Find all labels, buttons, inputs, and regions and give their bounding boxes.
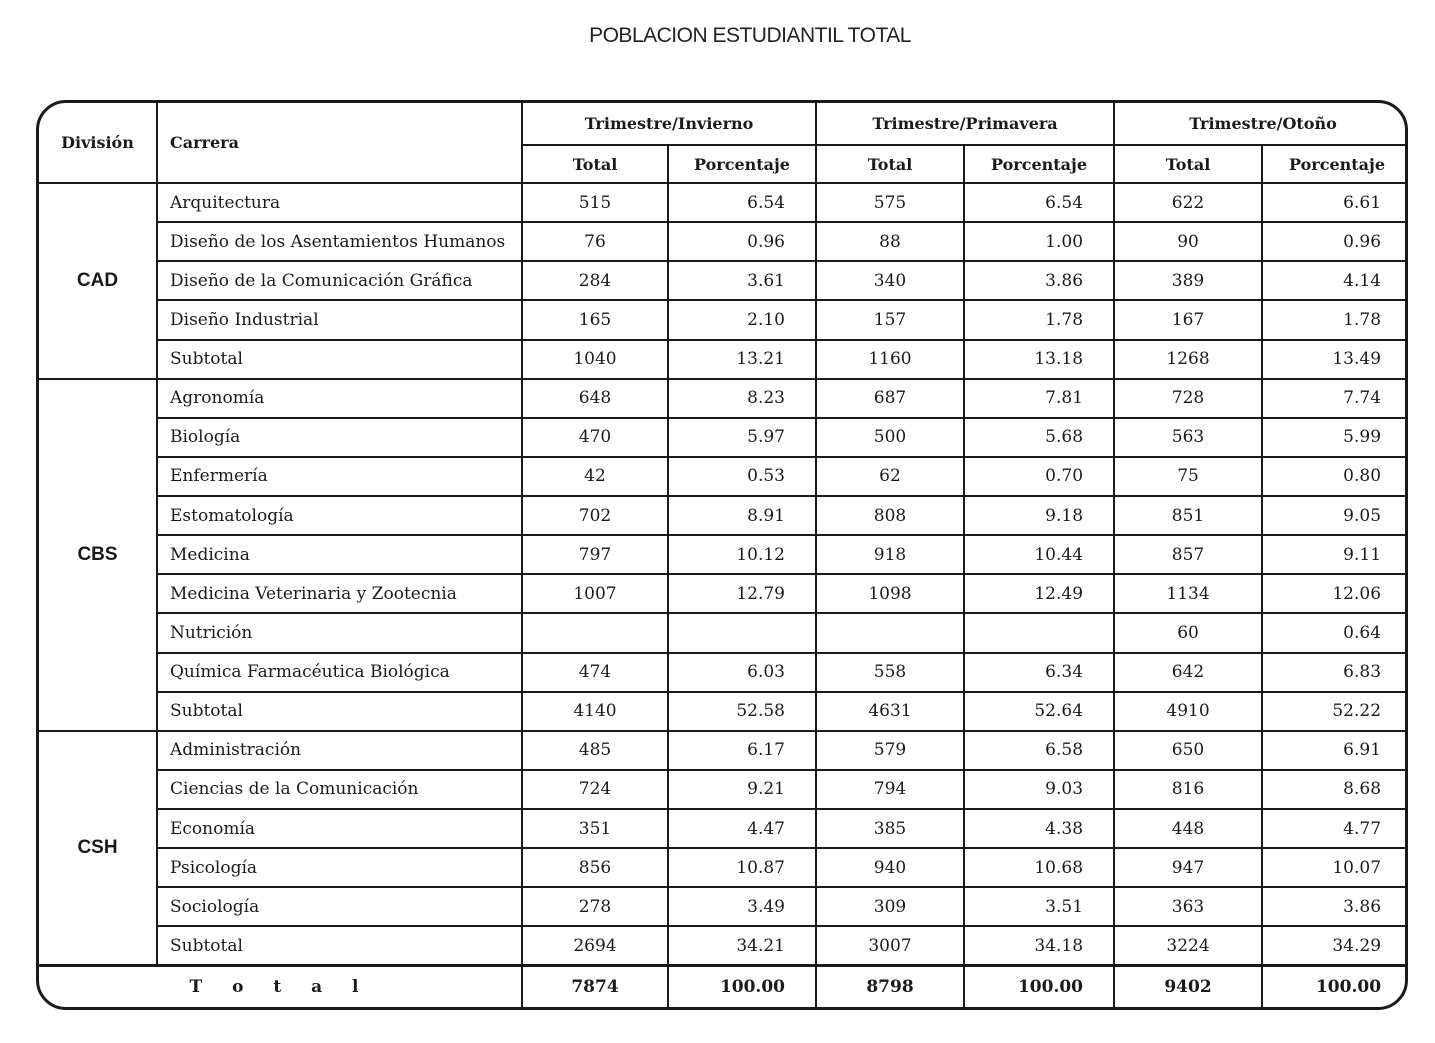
- percent-cell: 3.61: [668, 261, 816, 300]
- total-cell: 728: [1114, 379, 1262, 418]
- total-cell: 808: [816, 496, 964, 535]
- total-cell: 851: [1114, 496, 1262, 535]
- total-cell: 856: [522, 848, 668, 887]
- division-cell: CBS: [39, 379, 157, 731]
- percent-cell: 3.51: [964, 887, 1114, 926]
- total-cell: 579: [816, 731, 964, 770]
- population-table: [39, 103, 1408, 1007]
- table-row: [39, 770, 1408, 809]
- population-table-frame: [36, 100, 1408, 1010]
- total-cell: 563: [1114, 418, 1262, 457]
- total-cell: 4910: [1114, 692, 1262, 731]
- percent-cell: 3.49: [668, 887, 816, 926]
- carrera-cell: Sociología: [157, 887, 522, 926]
- total-cell: 1098: [816, 574, 964, 613]
- total-cell: 3224: [1114, 926, 1262, 965]
- percent-cell: 3.86: [964, 261, 1114, 300]
- percent-cell: 10.87: [668, 848, 816, 887]
- total-cell: 90: [1114, 222, 1262, 261]
- percent-cell: 4.77: [1262, 809, 1408, 848]
- percent-cell: 6.03: [668, 653, 816, 692]
- total-cell: 448: [1114, 809, 1262, 848]
- total-cell: 648: [522, 379, 668, 418]
- subtotal-label: Subtotal: [157, 926, 522, 965]
- total-cell: 918: [816, 535, 964, 574]
- percent-cell: 0.70: [964, 457, 1114, 496]
- percent-cell: 1.78: [1262, 300, 1408, 339]
- total-cell: 157: [816, 300, 964, 339]
- total-cell: 797: [522, 535, 668, 574]
- percent-cell: 7.74: [1262, 379, 1408, 418]
- carrera-cell: Enfermería: [157, 457, 522, 496]
- total-cell: 515: [522, 183, 668, 222]
- subtotal-row: [39, 926, 1408, 965]
- division-header: División: [39, 103, 157, 183]
- total-cell: 385: [816, 809, 964, 848]
- total-header: Total: [522, 145, 668, 183]
- percent-cell: 10.07: [1262, 848, 1408, 887]
- total-cell: 687: [816, 379, 964, 418]
- percent-cell: 52.22: [1262, 692, 1408, 731]
- percent-cell: 34.29: [1262, 926, 1408, 965]
- percent-cell: 52.58: [668, 692, 816, 731]
- percent-cell: 12.49: [964, 574, 1114, 613]
- percent-cell: 12.79: [668, 574, 816, 613]
- percent-cell: 6.54: [964, 183, 1114, 222]
- percent-cell: 13.18: [964, 340, 1114, 379]
- total-cell: 165: [522, 300, 668, 339]
- percent-cell: 0.96: [668, 222, 816, 261]
- table-row: [39, 848, 1408, 887]
- percent-cell: 7.81: [964, 379, 1114, 418]
- total-cell: 940: [816, 848, 964, 887]
- total-cell: 351: [522, 809, 668, 848]
- total-cell: 816: [1114, 770, 1262, 809]
- table-row: [39, 261, 1408, 300]
- carrera-cell: Economía: [157, 809, 522, 848]
- total-cell: 167: [1114, 300, 1262, 339]
- total-cell: [816, 613, 964, 652]
- carrera-header: Carrera: [157, 103, 522, 183]
- percent-cell: 8.23: [668, 379, 816, 418]
- total-cell: 340: [816, 261, 964, 300]
- grand-total-row: [39, 966, 1408, 1008]
- total-cell: 500: [816, 418, 964, 457]
- total-cell: 389: [1114, 261, 1262, 300]
- total-cell: 1268: [1114, 340, 1262, 379]
- grand-total-cell: 9402: [1114, 966, 1262, 1008]
- table-row: [39, 887, 1408, 926]
- grand-percent-cell: 100.00: [668, 966, 816, 1008]
- division-cell: CSH: [39, 731, 157, 966]
- percent-cell: [668, 613, 816, 652]
- total-cell: 650: [1114, 731, 1262, 770]
- percent-cell: [964, 613, 1114, 652]
- percent-cell: 12.06: [1262, 574, 1408, 613]
- carrera-cell: Diseño de la Comunicación Gráfica: [157, 261, 522, 300]
- percent-cell: 3.86: [1262, 887, 1408, 926]
- carrera-cell: Química Farmacéutica Biológica: [157, 653, 522, 692]
- total-cell: 622: [1114, 183, 1262, 222]
- grand-total-cell: 8798: [816, 966, 964, 1008]
- carrera-cell: Estomatología: [157, 496, 522, 535]
- total-header: Total: [816, 145, 964, 183]
- table-row: [39, 222, 1408, 261]
- percent-cell: 1.78: [964, 300, 1114, 339]
- total-cell: 60: [1114, 613, 1262, 652]
- percent-cell: 6.34: [964, 653, 1114, 692]
- table-body: [39, 183, 1408, 1007]
- carrera-cell: Arquitectura: [157, 183, 522, 222]
- total-cell: 75: [1114, 457, 1262, 496]
- carrera-cell: Psicología: [157, 848, 522, 887]
- percent-cell: 6.17: [668, 731, 816, 770]
- total-cell: 363: [1114, 887, 1262, 926]
- term-primavera-header: Trimestre/Primavera: [816, 103, 1114, 145]
- total-cell: 1040: [522, 340, 668, 379]
- percent-cell: 8.68: [1262, 770, 1408, 809]
- percent-cell: 5.97: [668, 418, 816, 457]
- term-invierno-header: Trimestre/Invierno: [522, 103, 816, 145]
- total-cell: 4140: [522, 692, 668, 731]
- total-cell: 76: [522, 222, 668, 261]
- carrera-cell: Medicina Veterinaria y Zootecnia: [157, 574, 522, 613]
- percent-cell: 9.18: [964, 496, 1114, 535]
- carrera-cell: Diseño de los Asentamientos Humanos: [157, 222, 522, 261]
- percent-cell: 0.80: [1262, 457, 1408, 496]
- total-cell: 470: [522, 418, 668, 457]
- percent-cell: 4.47: [668, 809, 816, 848]
- carrera-cell: Ciencias de la Comunicación: [157, 770, 522, 809]
- total-cell: 4631: [816, 692, 964, 731]
- total-cell: 284: [522, 261, 668, 300]
- table-row: [39, 731, 1408, 770]
- grand-total-cell: 7874: [522, 966, 668, 1008]
- percent-cell: 1.00: [964, 222, 1114, 261]
- carrera-cell: Administración: [157, 731, 522, 770]
- total-cell: [522, 613, 668, 652]
- total-cell: 1134: [1114, 574, 1262, 613]
- carrera-cell: Biología: [157, 418, 522, 457]
- table-row: [39, 418, 1408, 457]
- percent-cell: 4.38: [964, 809, 1114, 848]
- percent-cell: 52.64: [964, 692, 1114, 731]
- percent-cell: 6.61: [1262, 183, 1408, 222]
- percent-cell: 13.21: [668, 340, 816, 379]
- percent-cell: 0.53: [668, 457, 816, 496]
- percent-cell: 34.21: [668, 926, 816, 965]
- porcentaje-header: Porcentaje: [668, 145, 816, 183]
- division-cell: CAD: [39, 183, 157, 379]
- percent-cell: 0.64: [1262, 613, 1408, 652]
- percent-cell: 6.54: [668, 183, 816, 222]
- total-cell: 2694: [522, 926, 668, 965]
- total-cell: 309: [816, 887, 964, 926]
- percent-cell: 5.99: [1262, 418, 1408, 457]
- percent-cell: 34.18: [964, 926, 1114, 965]
- term-otono-header: Trimestre/Otoño: [1114, 103, 1408, 145]
- total-cell: 62: [816, 457, 964, 496]
- table-row: [39, 300, 1408, 339]
- subtotal-row: [39, 692, 1408, 731]
- total-cell: 474: [522, 653, 668, 692]
- total-cell: 42: [522, 457, 668, 496]
- total-cell: 794: [816, 770, 964, 809]
- percent-cell: 10.12: [668, 535, 816, 574]
- percent-cell: 8.91: [668, 496, 816, 535]
- table-row: [39, 496, 1408, 535]
- table-row: [39, 183, 1408, 222]
- total-cell: 575: [816, 183, 964, 222]
- porcentaje-header: Porcentaje: [964, 145, 1114, 183]
- subtotal-row: [39, 340, 1408, 379]
- carrera-cell: Diseño Industrial: [157, 300, 522, 339]
- carrera-cell: Agronomía: [157, 379, 522, 418]
- percent-cell: 0.96: [1262, 222, 1408, 261]
- carrera-cell: Nutrición: [157, 613, 522, 652]
- table-row: [39, 535, 1408, 574]
- total-cell: 278: [522, 887, 668, 926]
- total-cell: 88: [816, 222, 964, 261]
- percent-cell: 6.91: [1262, 731, 1408, 770]
- total-cell: 724: [522, 770, 668, 809]
- percent-cell: 5.68: [964, 418, 1114, 457]
- total-cell: 558: [816, 653, 964, 692]
- table-row: [39, 379, 1408, 418]
- page-title: POBLACION ESTUDIANTIL TOTAL: [589, 24, 911, 47]
- porcentaje-header: Porcentaje: [1262, 145, 1408, 183]
- table-row: [39, 613, 1408, 652]
- percent-cell: 4.14: [1262, 261, 1408, 300]
- table-row: [39, 809, 1408, 848]
- table-header: [39, 103, 1408, 183]
- percent-cell: 6.83: [1262, 653, 1408, 692]
- total-cell: 702: [522, 496, 668, 535]
- subtotal-label: Subtotal: [157, 692, 522, 731]
- grand-percent-cell: 100.00: [964, 966, 1114, 1008]
- percent-cell: 2.10: [668, 300, 816, 339]
- total-cell: 947: [1114, 848, 1262, 887]
- total-cell: 3007: [816, 926, 964, 965]
- carrera-cell: Medicina: [157, 535, 522, 574]
- total-header: Total: [1114, 145, 1262, 183]
- percent-cell: 13.49: [1262, 340, 1408, 379]
- total-cell: 857: [1114, 535, 1262, 574]
- percent-cell: 10.44: [964, 535, 1114, 574]
- table-row: [39, 457, 1408, 496]
- table-row: [39, 574, 1408, 613]
- table-row: [39, 653, 1408, 692]
- total-cell: 642: [1114, 653, 1262, 692]
- percent-cell: 9.11: [1262, 535, 1408, 574]
- grand-percent-cell: 100.00: [1262, 966, 1408, 1008]
- percent-cell: 9.03: [964, 770, 1114, 809]
- subtotal-label: Subtotal: [157, 340, 522, 379]
- total-cell: 1007: [522, 574, 668, 613]
- percent-cell: 9.21: [668, 770, 816, 809]
- grand-total-label: T o t a l: [39, 966, 522, 1008]
- percent-cell: 10.68: [964, 848, 1114, 887]
- percent-cell: 6.58: [964, 731, 1114, 770]
- total-cell: 485: [522, 731, 668, 770]
- percent-cell: 9.05: [1262, 496, 1408, 535]
- total-cell: 1160: [816, 340, 964, 379]
